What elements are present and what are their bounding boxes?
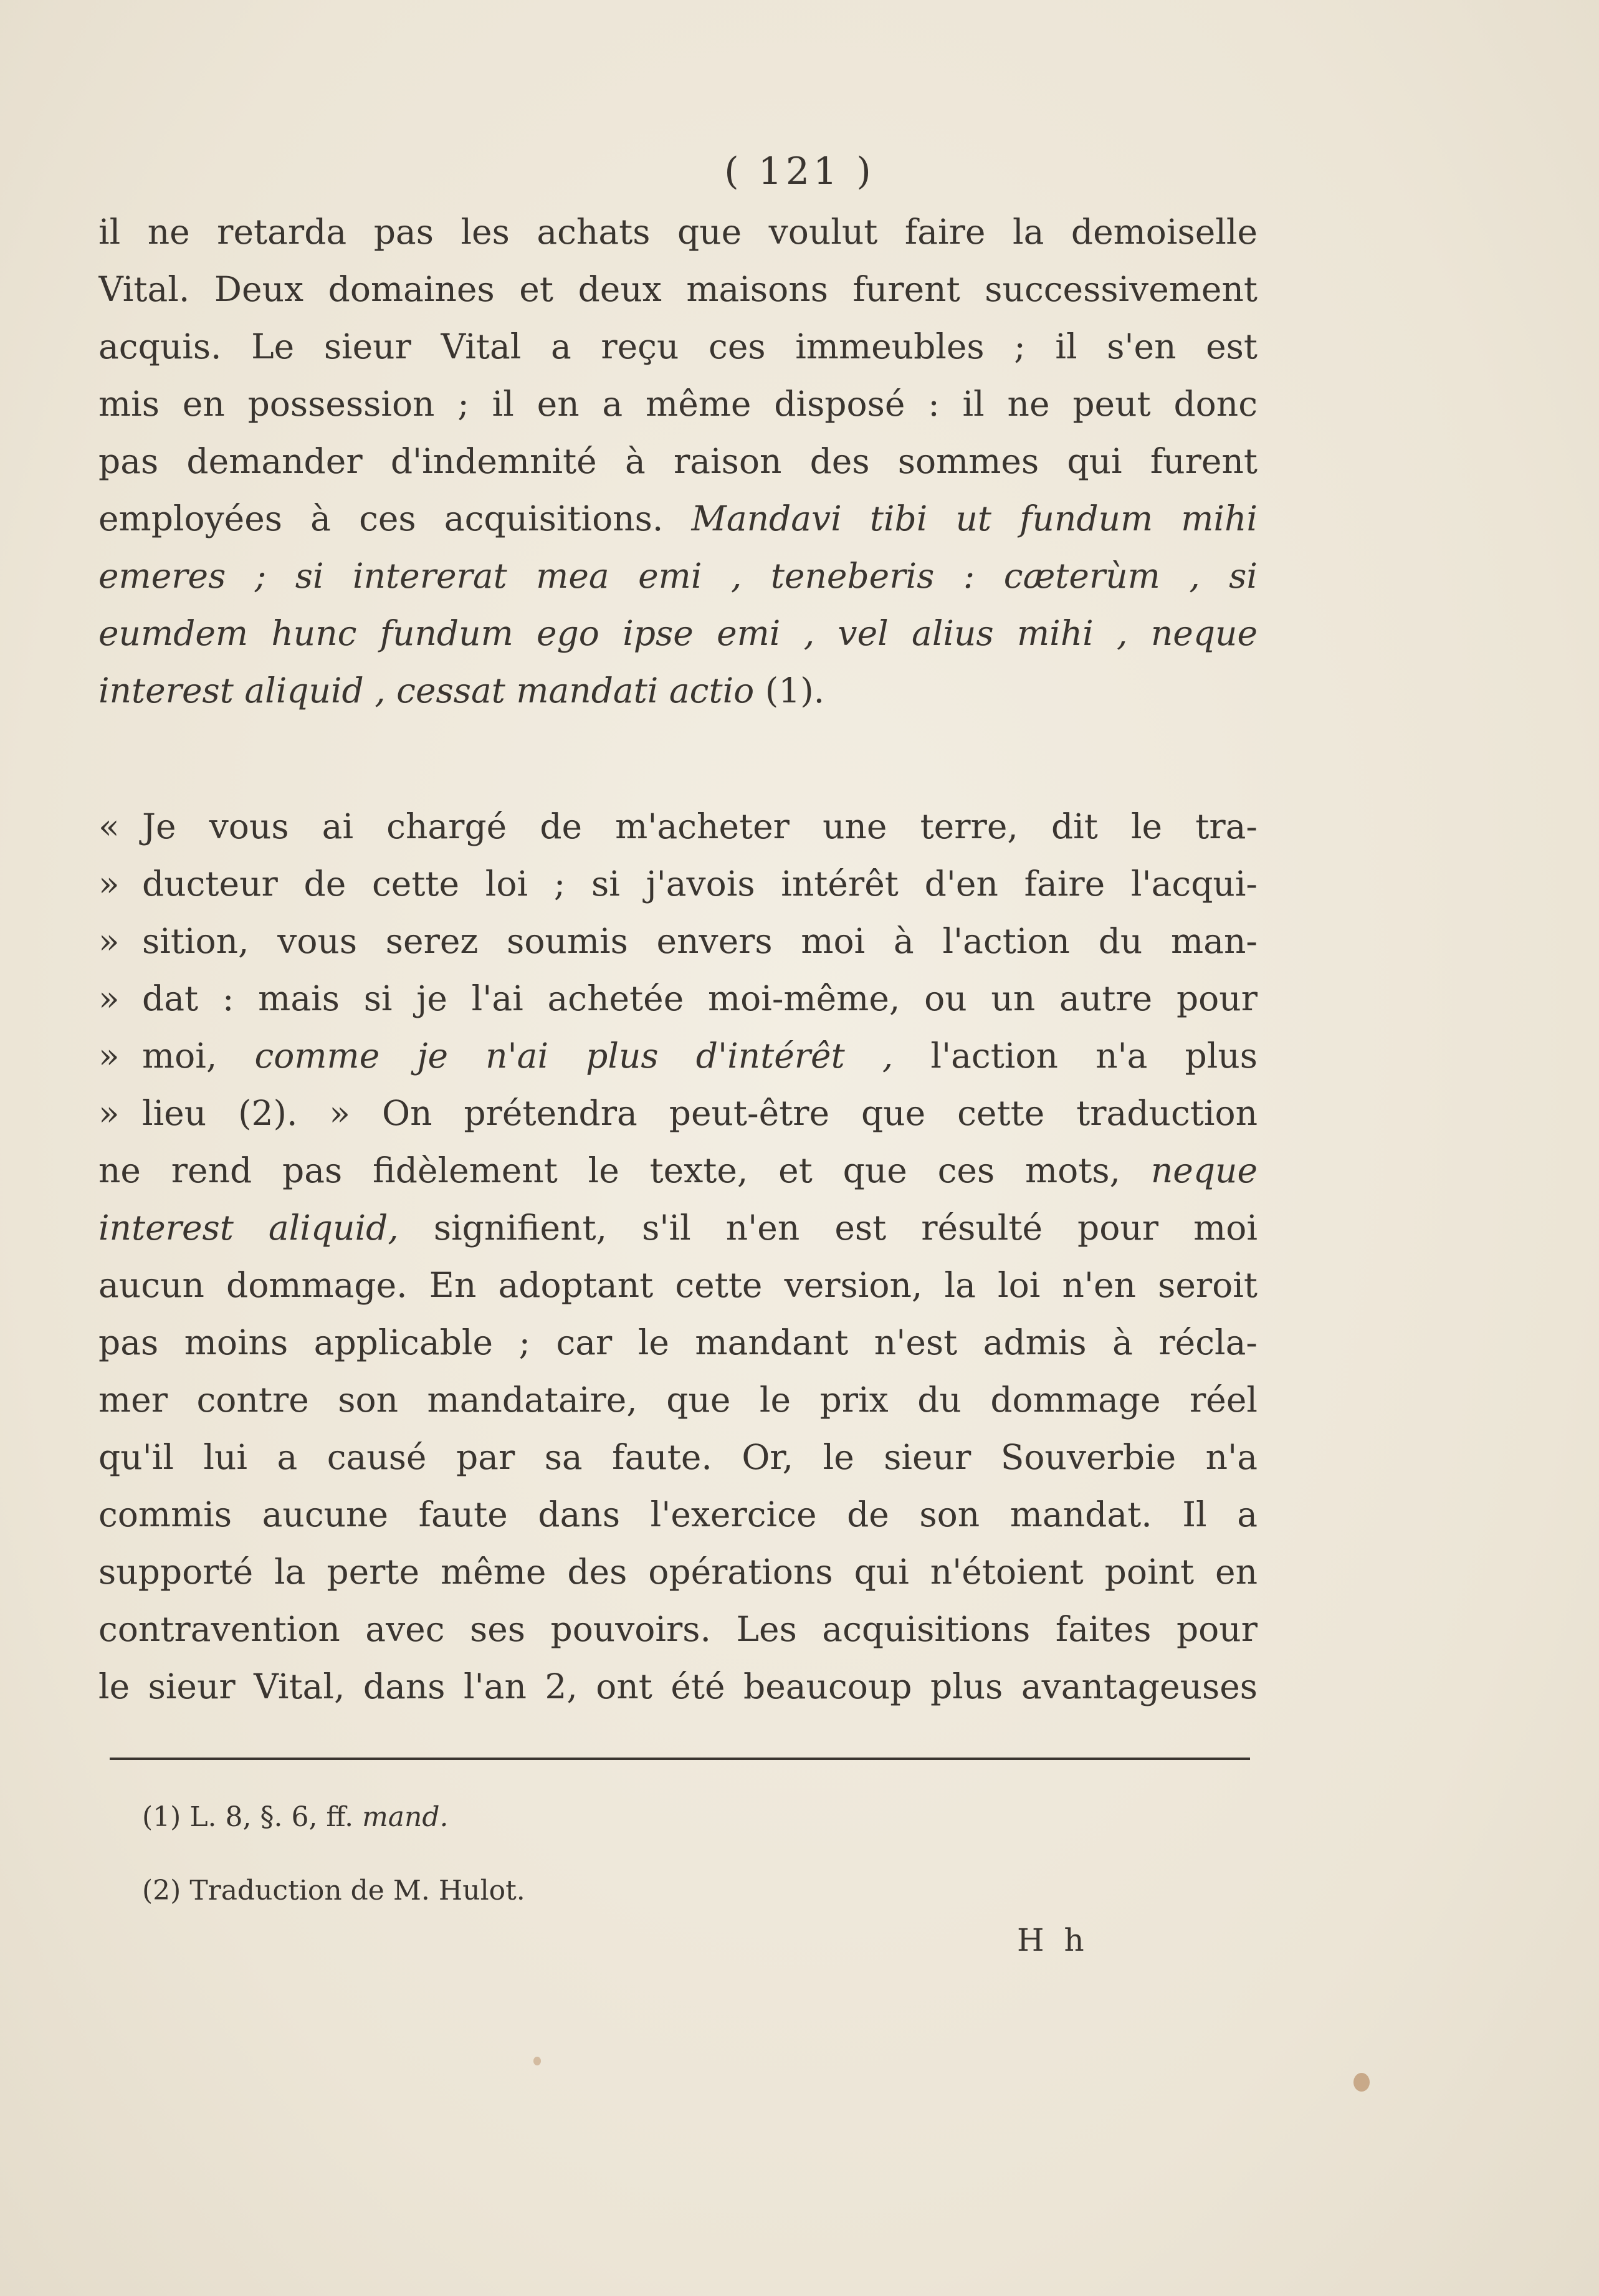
paragraph-1	[98, 203, 1258, 719]
footnote-rule	[110, 1758, 1250, 1760]
text-line: acquis. Le sieur Vital a reçu ces immeubles ; il s'en est	[98, 327, 1258, 366]
text-run: employées à ces acquisitions.	[98, 499, 692, 538]
latin-quote: interest aliquid , cessat mandati actio	[98, 671, 755, 710]
text-line	[98, 1084, 1258, 1142]
page-number: ( 121 )	[724, 150, 875, 193]
guillemet: »	[98, 1036, 120, 1076]
text-line: Vital. Deux domaines et deux maisons furent successivement	[98, 269, 1258, 309]
text-line	[98, 798, 1258, 855]
text-line: pas moins applicable ; car le mandant n'est admis à récla-	[98, 1323, 1258, 1362]
text-run: l'action n'a plus	[893, 1036, 1258, 1076]
guillemet: »	[98, 864, 120, 904]
text-line	[98, 1199, 1258, 1256]
text-line	[98, 1027, 1258, 1084]
guillemet: »	[98, 978, 120, 1018]
guillemet-close: »	[329, 1093, 351, 1133]
text-line	[98, 1142, 1258, 1199]
text-line: qu'il lui a causé par sa faute. Or, le sieur Souverbie n'a	[98, 1437, 1258, 1477]
paper-spot	[533, 2057, 541, 2065]
text-run: sition, vous serez soumis envers moi à l'action du man-	[142, 921, 1258, 961]
text-line	[98, 855, 1258, 912]
text-line: mis en possession ; il en a même disposé : il ne peut donc	[98, 384, 1258, 424]
footnote-text: (1) L. 8, §. 6, ff.	[142, 1801, 363, 1833]
text-run: dat : mais si je l'ai achetée moi-même, ou un autre pour	[142, 978, 1258, 1018]
emphasis: comme je n'ai plus d'intérêt ,	[254, 1036, 894, 1076]
footnote-2: (2) Traduction de M. Hulot.	[142, 1875, 525, 1906]
text-line: mer contre son mandataire, que le prix du dommage réel	[98, 1380, 1258, 1420]
text-line: supporté la perte même des opérations qui n'étoient point en	[98, 1552, 1258, 1592]
footnote-ref: (1).	[754, 671, 825, 710]
text-line: pas demander d'indemnité à raison des sommes qui furent	[98, 441, 1258, 481]
text-line: le sieur Vital, dans l'an 2, ont été beaucoup plus avantageuses	[98, 1667, 1258, 1706]
text-line	[98, 490, 1258, 547]
latin-quote-line: emeres ; si intererat mea emi , teneberis : cæterùm , si	[98, 556, 1258, 596]
text-run: signifient, s'il n'en est résulté pour moi	[398, 1208, 1258, 1248]
guillemet: »	[98, 1093, 120, 1133]
text-line: il ne retarda pas les achats que voulut faire la demoiselle	[98, 212, 1258, 252]
latin-quote: Mandavi tibi ut fundum mihi	[691, 499, 1258, 538]
guillemet: »	[98, 921, 120, 961]
text-run: ducteur de cette loi ; si j'avois intérêt d'en faire l'acqui-	[142, 864, 1258, 904]
guillemet-open: «	[98, 806, 120, 846]
text-run: On prétendra peut-être que cette traduction	[350, 1093, 1258, 1133]
text-run: lieu (2).	[142, 1093, 298, 1133]
text-run: Je vous ai chargé de m'acheter une terre, dit le tra-	[142, 806, 1258, 846]
text-line: contravention avec ses pouvoirs. Les acquisitions faites pour	[98, 1609, 1258, 1649]
emphasis: interest aliquid,	[98, 1208, 399, 1248]
text-line: commis aucune faute dans l'exercice de son mandat. Il a	[98, 1495, 1258, 1534]
text-line	[98, 662, 1258, 719]
text-run: moi,	[142, 1036, 255, 1076]
footnote-abbrev: mand.	[362, 1801, 449, 1833]
signature-mark: H h	[1017, 1922, 1089, 1958]
latin-quote-line: eumdem hunc fundum ego ipse emi , vel alius mihi , neque	[98, 613, 1258, 653]
footnote-1	[142, 1801, 449, 1833]
paragraph-2	[98, 798, 1258, 1715]
text-line	[98, 912, 1258, 970]
paper-spot	[1353, 2073, 1370, 2092]
text-line	[98, 970, 1258, 1027]
emphasis: neque	[1150, 1150, 1258, 1190]
text-line: aucun dommage. En adoptant cette version, la loi n'en seroit	[98, 1265, 1258, 1305]
text-run: ne rend pas fidèlement le texte, et que ces mots,	[98, 1150, 1151, 1190]
